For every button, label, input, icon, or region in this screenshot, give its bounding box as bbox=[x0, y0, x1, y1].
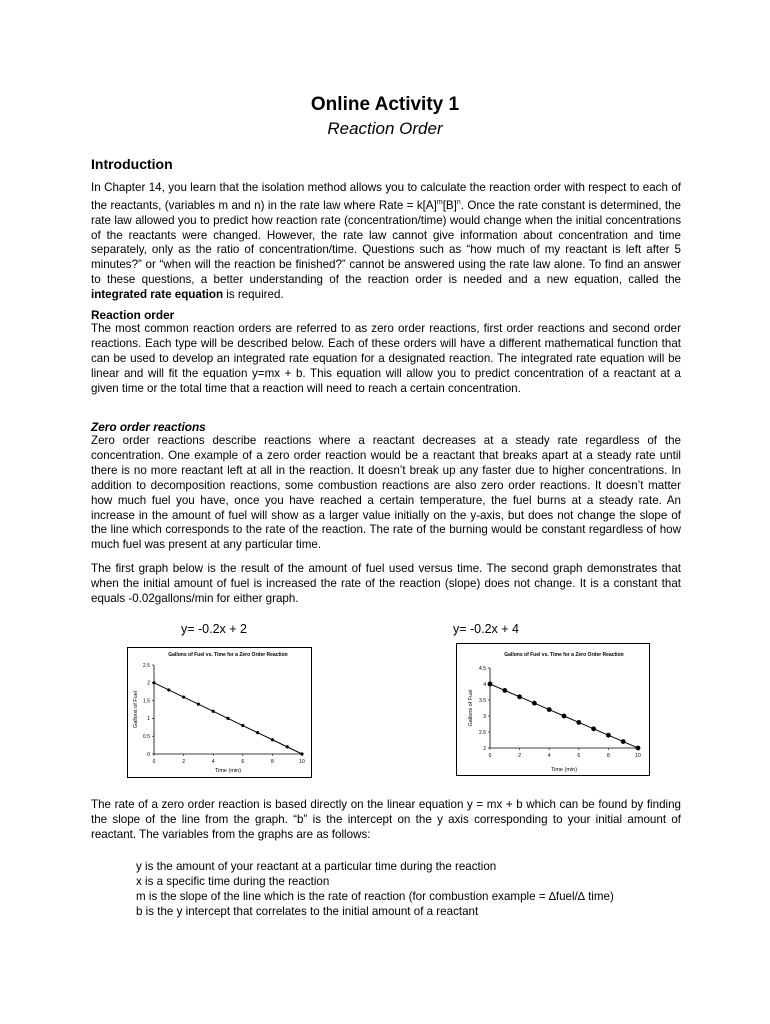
y-tick-label: 4 bbox=[483, 681, 486, 688]
x-tick-label: 6 bbox=[577, 753, 581, 759]
x-tick-label: 8 bbox=[607, 753, 610, 759]
data-point bbox=[300, 752, 303, 755]
chart-1 bbox=[127, 647, 312, 778]
definition-y: y is the amount of your reactant at a particular time during the reaction bbox=[136, 860, 497, 873]
intro-bold-term: integrated rate equation bbox=[91, 288, 224, 302]
chart-title: Gallons of Fuel vs. Time for a Zero Order Reaction bbox=[168, 652, 288, 658]
data-point bbox=[488, 682, 493, 687]
y-tick-label: 4.5 bbox=[479, 665, 486, 672]
y-tick-label: 2 bbox=[483, 745, 486, 752]
intro-heading: Introduction bbox=[91, 156, 173, 172]
y-axis-label: Gallons of Fuel bbox=[468, 689, 474, 727]
y-tick-label: 1 bbox=[147, 716, 150, 723]
definitions-list bbox=[136, 859, 614, 919]
page-title: Online Activity 1 bbox=[310, 94, 460, 115]
chart-1-svg bbox=[128, 648, 311, 777]
y-axis-label: Gallons of Fuel bbox=[133, 691, 139, 728]
definition-x: x is a specific time during the reaction bbox=[136, 875, 330, 888]
data-point bbox=[606, 733, 611, 738]
data-point bbox=[271, 738, 274, 741]
data-point bbox=[562, 714, 567, 719]
data-point bbox=[212, 710, 215, 713]
intro-text-after: . Once the rate constant is determined, the rate law allowed you to predict how reaction rate (concentration/time) would change when the initial concentrations of the reactants were changed. However, the rate law cannot give information about concentration and time separately, only as the ratio of concentration/time. Questions such as “how much of my reactant is left after 5 minutes?” or “when will the reaction be finished?” cannot be answered using the rate law alone. To find an answer to these questions, a better understanding of the reaction order is needed and a new equation, called the bbox=[91, 198, 681, 287]
chart-2-svg bbox=[457, 644, 649, 775]
y-tick-label: 3.5 bbox=[479, 697, 486, 704]
y-tick-label: 0 bbox=[147, 751, 150, 758]
x-axis-label: Time (min) bbox=[214, 768, 242, 774]
data-point bbox=[576, 720, 581, 725]
data-point bbox=[197, 703, 200, 706]
y-tick-label: 2.5 bbox=[143, 662, 150, 669]
chart-2 bbox=[456, 643, 650, 776]
equation-label-2: y= -0.2x + 4 bbox=[453, 622, 520, 636]
y-tick-label: 1.5 bbox=[143, 698, 150, 705]
data-point bbox=[517, 694, 522, 699]
definition-b: b is the y intercept that correlates to the initial amount of a reactant bbox=[136, 905, 479, 918]
intro-paragraph bbox=[91, 181, 681, 303]
intro-sup-n: n bbox=[456, 198, 461, 206]
definition-m: m is the slope of the line which is the rate of reaction (for combustion example = ∆fuel/∆ time) bbox=[136, 890, 614, 903]
intro-text-end: is required. bbox=[223, 288, 284, 302]
data-point bbox=[502, 688, 507, 693]
data-point bbox=[286, 745, 289, 748]
y-tick-label: 3 bbox=[483, 713, 486, 720]
y-tick-label: 0.5 bbox=[143, 734, 150, 740]
intro-sup-m: m bbox=[436, 198, 443, 206]
x-tick-label: 4 bbox=[547, 753, 551, 759]
x-tick-label: 10 bbox=[299, 759, 305, 765]
data-point bbox=[182, 695, 185, 698]
linear-equation-paragraph: The rate of a zero order reaction is based directly on the linear equation y = mx + b which can be found by finding the slope of the line from the graph. “b” is the intercept on the y axis corresponding to your initial amount of reactant. The variables from the graphs are as follows: bbox=[91, 798, 681, 841]
x-tick-label: 6 bbox=[241, 759, 245, 765]
data-point bbox=[226, 717, 229, 720]
data-point bbox=[152, 681, 155, 684]
data-point bbox=[256, 731, 259, 734]
equation-label-1: y= -0.2x + 2 bbox=[181, 622, 248, 636]
x-tick-label: 4 bbox=[211, 759, 215, 765]
page-subtitle: Reaction Order bbox=[327, 119, 443, 138]
zero-order-paragraph: Zero order reactions describe reactions where a reactant decreases at a steady rate regardless of the concentration. One example of a zero order reaction would be a reactant that breaks apart at a steady rate until there is no more reactant left at all in the reaction. It doesn’t break up any faster due to higher concentrations. In addition to decomposition reactions, some combustion reactions are also zero order reactions. It doesn’t matter how much fuel you have, once you have reached a certain temperature, the fuel burns at a steady rate. An increase in the amount of fuel will show as a larger value initially on the y-axis, but does not change the slope of the line which corresponds to the rate of the reaction. The rate of the burning would be constant regardless of how much fuel was present at any particular time. bbox=[91, 434, 681, 552]
data-point bbox=[591, 726, 596, 731]
x-tick-label: 10 bbox=[635, 753, 641, 759]
data-point bbox=[636, 746, 641, 751]
y-tick-label: 2 bbox=[147, 680, 150, 687]
intro-text-mid: [B] bbox=[442, 198, 457, 212]
x-tick-label: 0 bbox=[488, 753, 492, 759]
x-tick-label: 0 bbox=[152, 759, 156, 765]
data-point bbox=[532, 701, 537, 706]
intro-text-start: In Chapter 14, you learn that the isolation method allows you to calculate the reaction order with respect to each of the reactants, (variables m and n) in the rate law where Rate = k[A] bbox=[91, 181, 681, 212]
x-tick-label: 8 bbox=[271, 759, 274, 765]
graph-intro-paragraph: The first graph below is the result of the amount of fuel used versus time. The second graph demonstrates that when the initial amount of fuel is increased the rate of the reaction (slope) does not change. It is a constant that equals -0.02gallons/min for either graph. bbox=[91, 562, 681, 605]
reaction-order-heading: Reaction order bbox=[91, 308, 175, 322]
x-tick-label: 2 bbox=[518, 753, 521, 759]
x-axis-label: Time (min) bbox=[550, 767, 578, 773]
y-tick-label: 2.5 bbox=[479, 729, 486, 736]
x-tick-label: 2 bbox=[182, 759, 185, 765]
zero-order-heading: Zero order reactions bbox=[91, 420, 206, 434]
data-point bbox=[241, 724, 244, 727]
reaction-order-paragraph: The most common reaction orders are referred to as zero order reactions, first order reactions and second order reactions. Each type will be described below. Each of these orders will have a different mathematical function that can be used to develop an integrated rate equation for a designated reaction. The integrated rate equation will be linear and will fit the equation y=mx + b. This equation will allow you to predict concentration of a reactant at a given time or the total time that a reaction will need to reach a certain concentration. bbox=[91, 322, 681, 395]
chart-title: Gallons of Fuel vs. Time for a Zero Order Reaction bbox=[504, 652, 624, 658]
data-point bbox=[167, 688, 170, 691]
data-point bbox=[621, 739, 626, 744]
data-point bbox=[547, 707, 552, 712]
